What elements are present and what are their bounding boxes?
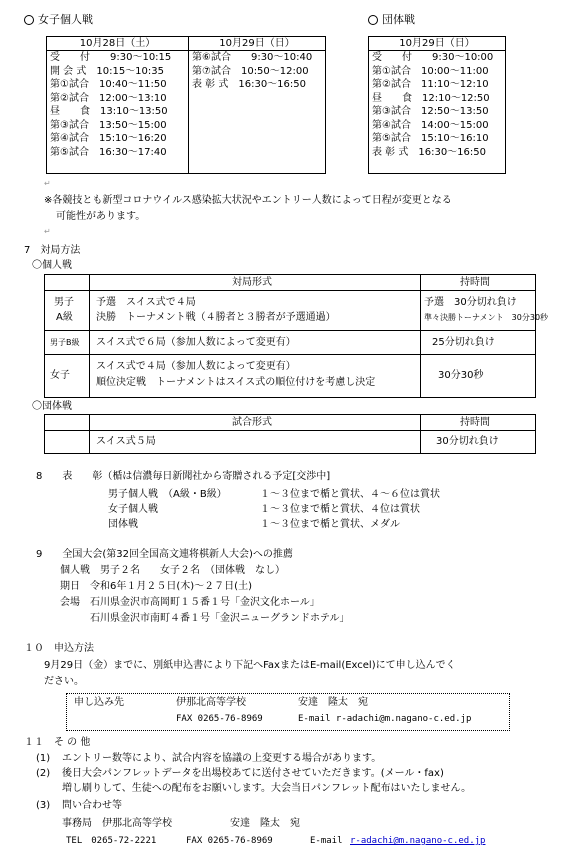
table-divider: [44, 290, 536, 291]
paragraph-mark-icon: ↵: [44, 179, 51, 188]
table-divider: [89, 274, 90, 398]
time-text: 準々決勝トーナメント 30分30秒: [424, 313, 549, 322]
venue-value-1: 石川県金沢市高岡町１５番１号「金沢文化ホール」: [90, 597, 320, 608]
category-label: A級: [56, 312, 73, 323]
period-label: 期日: [60, 581, 80, 592]
award-category: 団体戦: [108, 519, 138, 530]
schedule-note-line2: 可能性があります。: [56, 211, 146, 222]
schedule-row: 開 会 式 10:15～10:35: [50, 65, 164, 77]
table-divider: [44, 430, 536, 431]
table-divider: [420, 274, 421, 398]
day1-schedule: [47, 51, 189, 174]
category-label: 男子B級: [50, 338, 80, 347]
time-column-header: 持時間: [460, 277, 490, 288]
venue-label: 会場: [60, 597, 80, 608]
apply-person: 安達 隆太 宛: [298, 697, 368, 708]
category-label: 男子: [54, 297, 74, 308]
period-value: 令和6年１月２５日(木)～２７日(土): [90, 581, 252, 592]
schedule-row: 第⑦試合 10:50～12:00: [192, 65, 309, 77]
contact-fax: FAX 0265-76-8969: [186, 836, 273, 846]
item-text: 問い合わせ等: [62, 800, 122, 811]
paragraph-mark-icon: ↵: [44, 227, 51, 236]
schedule-row: 第①試合 10:40～11:50: [50, 79, 167, 90]
table-divider: [44, 354, 536, 355]
category-label: 女子: [50, 370, 70, 381]
section7-heading: 7 対局方法: [24, 245, 81, 256]
table-divider: [44, 330, 536, 331]
team-time-text: 30分切れ負け: [436, 436, 499, 447]
apply-school: 伊那北高等学校: [176, 697, 246, 708]
item-text: 増し刷りして、生徒への配布をお願いします。大会当日パンフレット配布はいたしません。: [62, 783, 472, 794]
schedule-row: 第②試合 11:10～12:10: [372, 79, 489, 90]
contact-email-link[interactable]: r-adachi@m.nagano-c.ed.jp: [350, 836, 486, 846]
schedule-row: 第⑤試合 15:10～16:10: [372, 133, 489, 144]
contact-person: 安達 隆太 宛: [230, 818, 300, 829]
women-individual-schedule-table: [46, 36, 326, 174]
format-text: 予選 スイス式で４局: [96, 297, 196, 308]
table-divider: [89, 414, 90, 454]
contact-email-label: E-mail: [310, 836, 343, 846]
contact-tel: TEL 0265-72-2221: [66, 836, 157, 846]
format-text: 順位決定戦 トーナメントはスイス式の順位付けを考慮し決定: [96, 377, 376, 388]
team-format-text: スイス式５局: [96, 436, 156, 447]
item-number: (3): [36, 800, 51, 811]
time-text: 25分切れ負け: [432, 337, 495, 348]
schedule-row: 受 付 9:30～10:00: [372, 52, 494, 63]
venue-value-2: 石川県金沢市南町４番１号「金沢ニューグランドホテル」: [90, 613, 350, 624]
schedule-row: 第③試合 13:50～15:00: [50, 119, 167, 131]
contact-office: 事務局 伊那北高等学校: [62, 818, 172, 829]
schedule-row: 第①試合 10:00～11:00: [372, 65, 489, 77]
item-number: (2): [36, 768, 51, 779]
section9-heading: 9 全国大会(第32回全国高文連将棋新人大会)への推薦: [36, 549, 293, 560]
schedule-row: 昼 食 13:10～13:50: [50, 106, 168, 117]
schedule-row: 受 付 9:30～10:15: [50, 52, 172, 63]
apply-text-line2: ださい。: [44, 676, 84, 687]
schedule-row: 第④試合 15:10～16:20: [50, 133, 167, 144]
application-contact-box: [66, 693, 510, 731]
item-number: (1): [36, 753, 51, 764]
format-column-header: 対局形式: [232, 277, 272, 288]
item-text: 後日大会パンフレットデータを出場校あてに送付させていただきます。(メール・fax): [62, 768, 444, 779]
schedule-row: 表 彰 式 16:30～16:50: [192, 79, 306, 90]
schedule-row: 第④試合 14:00～15:00: [372, 119, 489, 131]
circle-bullet-icon: [24, 15, 34, 25]
circle-bullet-icon: [368, 15, 378, 25]
section11-heading: １１ そ の 他: [24, 737, 91, 748]
schedule-note-line1: ※各競技とも新型コロナウイルス感染拡大状況やエントリー人数によって日程が変更となる: [44, 195, 452, 206]
award-category: 男子個人戦 （A級・B級）: [108, 489, 227, 500]
team-schedule: [369, 51, 506, 174]
women-individual-heading: 女子個人戦: [24, 14, 93, 25]
table-divider: [420, 414, 421, 454]
apply-email: E-mail r-adachi@m.nagano-c.ed.jp: [298, 714, 472, 724]
section8-heading: 8 表 彰（楯は信濃毎日新聞社から寄贈される予定[交渉中]: [36, 471, 331, 482]
award-category: 女子個人戦: [108, 504, 158, 515]
team-label: 〇団体戦: [32, 401, 72, 412]
team-schedule-table: [368, 36, 506, 174]
format-text: スイス式で６局（参加人数によって変更有）: [96, 337, 296, 348]
day2-schedule: [189, 51, 326, 174]
apply-fax: FAX 0265-76-8969: [176, 714, 263, 724]
recommend-line: 個人戦 男子２名 女子２名 （団体戦 なし）: [60, 565, 285, 576]
apply-text-line1: 9月29日（金）までに、別紙申込書により下記へFaxまたはE-mail(Excel)にて申し込んでく: [44, 660, 456, 671]
item-text: エントリー数等により、試合内容を協議の上変更する場合があります。: [62, 753, 382, 764]
schedule-row: 第⑤試合 16:30～17:40: [50, 146, 167, 158]
team-format-column-header: 試合形式: [232, 417, 272, 428]
schedule-row: 第②試合 12:00～13:10: [50, 92, 167, 104]
schedule-row: 第③試合 12:50～13:50: [372, 106, 489, 117]
apply-destination-label: 申し込み先: [74, 697, 124, 708]
schedule-row: 表 彰 式 16:30～16:50: [372, 146, 486, 158]
team-day-header: 10月29日（日）: [369, 37, 506, 51]
day1-header: 10月28日（土）: [47, 37, 189, 51]
schedule-row: 第⑥試合 9:30～10:40: [192, 52, 313, 63]
day2-header: 10月29日（日）: [189, 37, 326, 51]
award-detail: １～３位まで楯と賞状、４～６位は賞状: [260, 489, 440, 500]
format-text: 決勝 トーナメント戦（４勝者と３勝者が予選通過）: [96, 312, 336, 323]
award-detail: １～３位まで楯と賞状、メダル: [260, 519, 400, 530]
award-detail: １～３位まで楯と賞状、４位は賞状: [260, 504, 420, 515]
section10-heading: １０ 申込方法: [24, 643, 94, 654]
time-text: 30分30秒: [438, 370, 484, 381]
time-text: 予選 30分切れ負け: [424, 297, 517, 308]
schedule-row: 昼 食 12:10～12:50: [372, 92, 490, 104]
individual-label: 〇個人戦: [32, 260, 72, 271]
team-time-column-header: 持時間: [460, 417, 490, 428]
format-text: スイス式で４局（参加人数によって変更有）: [96, 361, 296, 372]
team-heading: 団体戦: [368, 14, 415, 25]
